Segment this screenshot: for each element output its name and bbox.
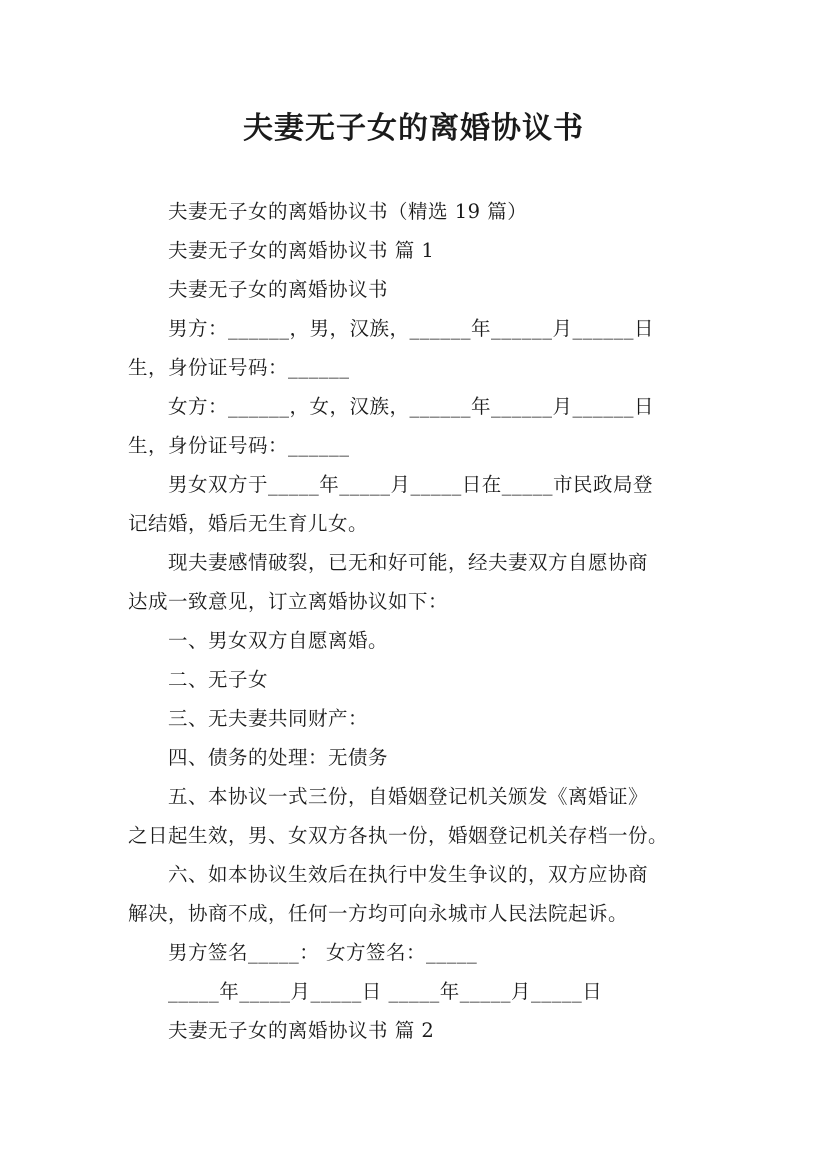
clause-6-cont: 解决，协商不成，任何一方均可向永城市人民法院起诉。 bbox=[128, 902, 629, 925]
marriage-registration-line-cont: 记结婚，婚后无生育儿女。 bbox=[128, 512, 369, 535]
clause-1: 一、男女双方自愿离婚。 bbox=[168, 629, 389, 652]
husband-id-line: 生，身份证号码：______ bbox=[128, 356, 350, 379]
document-title: 夫妻无子女的离婚协议书 bbox=[243, 111, 584, 146]
signature-date-line: _____年_____月_____日 _____年_____月_____日 bbox=[168, 980, 603, 1003]
agreement-heading: 夫妻无子女的离婚协议书 bbox=[168, 278, 389, 301]
reason-line-cont: 达成一致意见，订立离婚协议如下： bbox=[128, 590, 449, 613]
section-heading-1: 夫妻无子女的离婚协议书 篇 1 bbox=[168, 239, 435, 262]
reason-line: 现夫妻感情破裂，已无和好可能，经夫妻双方自愿协商 bbox=[168, 551, 649, 574]
subtitle-line: 夫妻无子女的离婚协议书（精选 19 篇） bbox=[168, 200, 528, 223]
clause-2: 二、无子女 bbox=[168, 668, 269, 691]
clause-4: 四、债务的处理：无债务 bbox=[168, 746, 389, 769]
clause-5: 五、本协议一式三份，自婚姻登记机关颁发《离婚证》 bbox=[168, 785, 649, 808]
wife-id-line: 生，身份证号码：______ bbox=[128, 434, 350, 457]
wife-info-line: 女方：______，女，汉族，______年______月______日 bbox=[168, 395, 655, 418]
signature-line: 男方签名_____： 女方签名：_____ bbox=[168, 941, 478, 964]
clause-6: 六、如本协议生效后在执行中发生争议的，双方应协商 bbox=[168, 863, 649, 886]
clause-3: 三、无夫妻共同财产： bbox=[168, 707, 369, 730]
marriage-registration-line: 男女双方于_____年_____月_____日在_____市民政局登 bbox=[168, 473, 654, 496]
clause-5-cont: 之日起生效，男、女双方各执一份，婚姻登记机关存档一份。 bbox=[128, 824, 669, 847]
section-heading-2: 夫妻无子女的离婚协议书 篇 2 bbox=[168, 1019, 435, 1042]
husband-info-line: 男方：______，男，汉族，______年______月______日 bbox=[168, 317, 655, 340]
